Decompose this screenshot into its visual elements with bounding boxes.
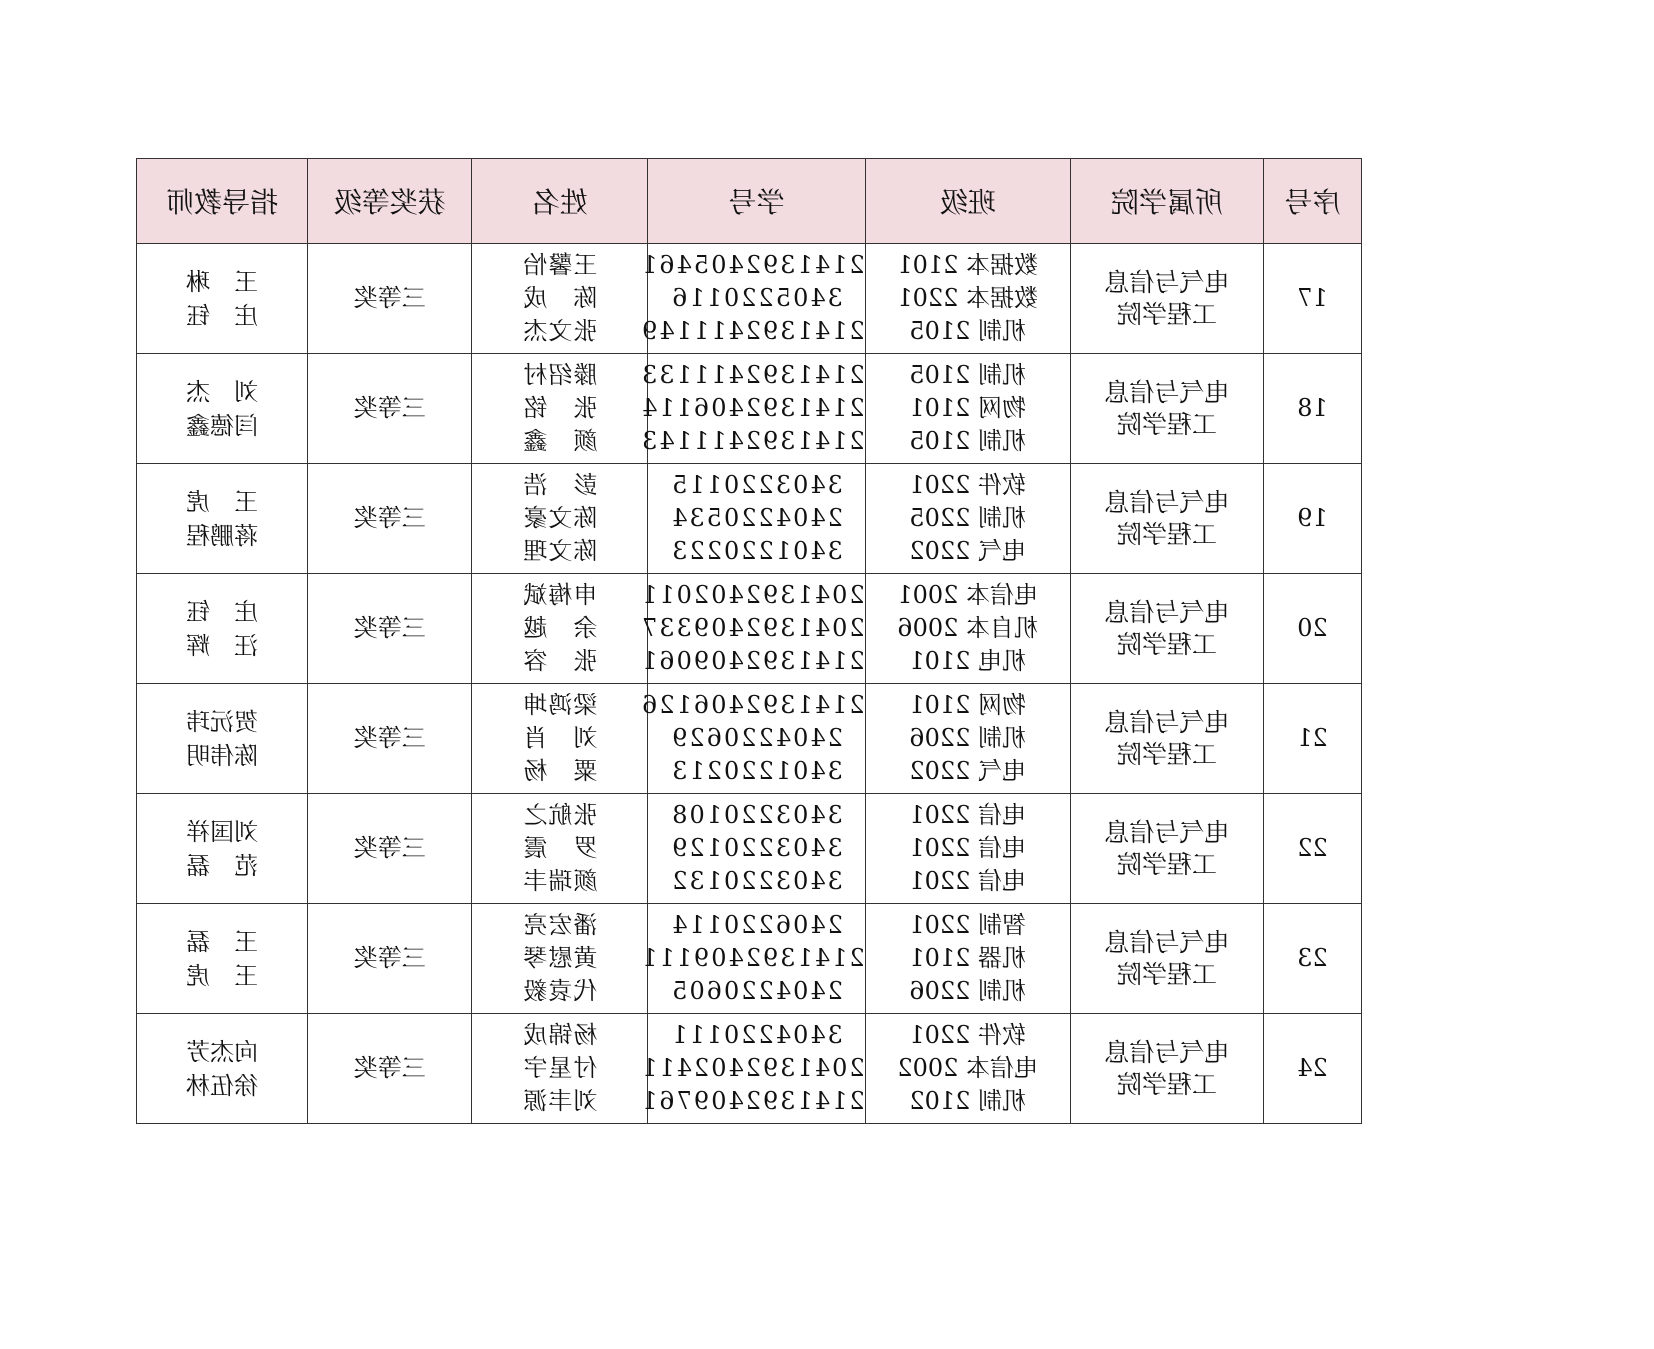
class-cell (865, 244, 1070, 354)
seq-cell: 20 (1263, 574, 1361, 684)
table-row (137, 574, 1362, 684)
school-line: 工程学院 (1116, 849, 1217, 879)
student-id-entry: 3404220111 (670, 1021, 843, 1049)
student-id-entry: 3405220116 (670, 284, 843, 312)
student-name-entry: 陈文豪 (522, 504, 598, 532)
student-name-entry: 梁鸿坤 (522, 691, 598, 719)
class-entry: 机制 2205 (909, 504, 1027, 532)
class-entry: 智制 2201 (909, 911, 1027, 939)
student-id-entry: 3403220115 (670, 471, 843, 499)
student-id-entry: 2141392411133 (640, 361, 865, 389)
student-name-entry: 陈文理 (522, 537, 598, 565)
student-name-entry: 王馨怡 (522, 251, 598, 279)
student-id-cell (640, 574, 865, 684)
student-name-entry: 张文杰 (522, 317, 598, 345)
teacher-cell (137, 1014, 308, 1124)
teacher-entry: 王 琳 (186, 267, 259, 296)
student-id-entry: 2141392409061 (640, 647, 865, 675)
student-id-entry: 3401220213 (670, 757, 843, 785)
award-level-cell: 三等奖 (308, 574, 472, 684)
header-school: 所属学院 (1070, 159, 1263, 244)
teacher-cell (137, 684, 308, 794)
class-entry: 电信 2201 (909, 801, 1027, 829)
student-id-entry: 2404220534 (670, 504, 843, 532)
teacher-entry: 范 磊 (186, 851, 259, 880)
student-name-entry: 颜瑞丰 (522, 867, 598, 895)
student-id-entry: 3403220129 (670, 834, 843, 862)
student-id-entry: 2406220114 (670, 911, 843, 939)
class-entry: 电信本 2001 (897, 581, 1039, 609)
teacher-entry: 贺沅玮 (186, 707, 259, 736)
class-entry: 机制 2206 (909, 977, 1027, 1005)
student-name-entry: 余 越 (522, 614, 598, 642)
teacher-entry: 陈伟明 (186, 741, 259, 770)
student-name-entry: 申梅斌 (522, 581, 598, 609)
school-cell (1070, 794, 1263, 904)
student-name-entry: 张 容 (522, 647, 598, 675)
student-id-entry: 2141392405461 (640, 251, 865, 279)
school-line: 电气与信息 (1104, 707, 1230, 737)
class-entry: 电气 2202 (909, 757, 1027, 785)
teacher-entry: 蒋鹏程 (186, 521, 259, 550)
school-line: 工程学院 (1116, 739, 1217, 769)
school-cell (1070, 354, 1263, 464)
teacher-cell (137, 794, 308, 904)
school-line: 电气与信息 (1104, 267, 1230, 297)
class-cell (865, 464, 1070, 574)
student-id-cell (640, 684, 865, 794)
student-id-entry: 2141392406126 (640, 691, 865, 719)
class-cell (865, 904, 1070, 1014)
school-cell (1070, 904, 1263, 1014)
school-line: 电气与信息 (1104, 377, 1230, 407)
header-award-level: 获奖等级 (308, 159, 472, 244)
teacher-cell (137, 464, 308, 574)
school-line: 工程学院 (1116, 519, 1217, 549)
school-line: 电气与信息 (1104, 487, 1230, 517)
student-id-entry: 2141392409111 (640, 944, 865, 972)
name-cell (472, 1014, 648, 1124)
teacher-cell (137, 244, 308, 354)
class-entry: 物网 2101 (909, 394, 1027, 422)
award-level-cell: 三等奖 (308, 464, 472, 574)
seq-cell: 17 (1263, 244, 1361, 354)
class-entry: 机制 2102 (909, 1087, 1027, 1115)
teacher-entry: 刘 杰 (186, 377, 259, 406)
student-id-cell (640, 1014, 865, 1124)
student-name-entry: 代袁毅 (522, 977, 598, 1005)
class-entry: 数据本 2201 (897, 284, 1039, 312)
class-cell (865, 794, 1070, 904)
table-row (137, 464, 1362, 574)
seq-cell: 18 (1263, 354, 1361, 464)
teacher-entry: 闫德鑫 (186, 411, 259, 440)
student-name-entry: 彭 浩 (522, 471, 598, 499)
student-name-entry: 罗 震 (522, 834, 598, 862)
name-cell (472, 904, 648, 1014)
class-entry: 机制 2105 (909, 317, 1027, 345)
class-entry: 电信本 2002 (897, 1054, 1039, 1082)
student-id-entry: 3403220108 (670, 801, 843, 829)
teacher-entry: 庄 钰 (186, 597, 259, 626)
name-cell (472, 794, 648, 904)
school-cell (1070, 464, 1263, 574)
teacher-entry: 庄 钰 (186, 301, 259, 330)
student-name-entry: 粟 杨 (522, 757, 598, 785)
table-row (137, 904, 1362, 1014)
class-entry: 电信 2201 (909, 867, 1027, 895)
award-level-cell: 三等奖 (308, 904, 472, 1014)
header-seq: 序号 (1263, 159, 1361, 244)
class-entry: 机器 2101 (909, 944, 1027, 972)
school-line: 电气与信息 (1104, 927, 1230, 957)
header-name: 姓名 (472, 159, 648, 244)
student-id-entry: 2141392406114 (640, 394, 865, 422)
student-id-cell (640, 354, 865, 464)
student-id-cell (640, 244, 865, 354)
class-cell (865, 1014, 1070, 1124)
student-name-entry: 张航之 (522, 801, 598, 829)
seq-cell: 22 (1263, 794, 1361, 904)
school-line: 工程学院 (1116, 299, 1217, 329)
student-name-entry: 潘宏亮 (522, 911, 598, 939)
school-line: 工程学院 (1116, 629, 1217, 659)
school-line: 工程学院 (1116, 409, 1217, 439)
teacher-entry: 向杰芳 (186, 1037, 259, 1066)
student-name-entry: 滕绍村 (522, 361, 598, 389)
student-name-entry: 刘丰源 (522, 1087, 598, 1115)
teacher-entry: 刘国祥 (186, 817, 259, 846)
seq-cell: 19 (1263, 464, 1361, 574)
name-cell (472, 244, 648, 354)
seq-cell: 21 (1263, 684, 1361, 794)
school-cell (1070, 684, 1263, 794)
teacher-entry: 汪 辉 (186, 631, 259, 660)
school-line: 电气与信息 (1104, 597, 1230, 627)
name-cell (472, 464, 648, 574)
award-table (136, 158, 1362, 1124)
student-id-entry: 3401220223 (670, 537, 843, 565)
seq-cell: 24 (1263, 1014, 1361, 1124)
table-body (137, 244, 1362, 1124)
header-row (137, 159, 1362, 244)
student-id-cell (648, 464, 865, 574)
header-teacher: 指导教师 (137, 159, 308, 244)
student-name-entry: 杨锦成 (522, 1021, 598, 1049)
class-entry: 机制 2105 (909, 361, 1027, 389)
award-level-cell: 三等奖 (308, 354, 472, 464)
school-line: 工程学院 (1116, 959, 1217, 989)
student-name-entry: 刘 肖 (522, 724, 598, 752)
header-student-id: 学号 (648, 159, 865, 244)
student-id-entry: 2404220629 (670, 724, 843, 752)
award-level-cell: 三等奖 (308, 1014, 472, 1124)
class-entry: 机自本 2006 (897, 614, 1039, 642)
class-entry: 机电 2101 (909, 647, 1027, 675)
student-id-entry: 2404220605 (670, 977, 843, 1005)
class-cell (865, 684, 1070, 794)
school-line: 电气与信息 (1104, 1037, 1230, 1067)
student-name-entry: 颜 鑫 (522, 427, 598, 455)
school-cell (1070, 1014, 1263, 1124)
student-id-entry: 2141392411143 (640, 427, 865, 455)
teacher-cell (137, 904, 308, 1014)
school-line: 电气与信息 (1104, 817, 1230, 847)
student-name-entry: 陈 成 (522, 284, 598, 312)
student-id-entry: 2141392411149 (640, 317, 865, 345)
class-cell (865, 574, 1070, 684)
name-cell (472, 684, 648, 794)
class-cell (865, 354, 1070, 464)
class-entry: 电气 2202 (909, 537, 1027, 565)
student-name-entry: 张 铭 (522, 394, 598, 422)
student-name-entry: 黄慰琴 (522, 944, 598, 972)
class-entry: 物网 2101 (909, 691, 1027, 719)
table-row (137, 684, 1362, 794)
teacher-entry: 王 磊 (186, 927, 259, 956)
header-class: 班级 (865, 159, 1070, 244)
award-level-cell: 三等奖 (308, 684, 472, 794)
class-entry: 软件 2201 (909, 471, 1027, 499)
class-entry: 机制 2105 (909, 427, 1027, 455)
teacher-entry: 王 虎 (186, 961, 259, 990)
table-row (137, 244, 1362, 354)
student-id-entry: 3403220132 (670, 867, 843, 895)
teacher-cell (137, 574, 308, 684)
name-cell (472, 574, 648, 684)
name-cell (472, 354, 648, 464)
student-id-cell (648, 794, 865, 904)
class-entry: 软件 2201 (909, 1021, 1027, 1049)
class-entry: 机制 2206 (909, 724, 1027, 752)
student-id-entry: 2041392409337 (640, 614, 865, 642)
school-cell (1070, 574, 1263, 684)
student-id-entry: 2141392409761 (640, 1087, 865, 1115)
class-entry: 电信 2201 (909, 834, 1027, 862)
student-id-entry: 2041392402011 (640, 581, 865, 609)
seq-cell: 23 (1263, 904, 1361, 1014)
school-cell (1070, 244, 1263, 354)
student-id-cell (640, 904, 865, 1014)
award-level-cell: 三等奖 (308, 794, 472, 904)
student-id-entry: 2041392402411 (640, 1054, 865, 1082)
award-level-cell: 三等奖 (308, 244, 472, 354)
teacher-entry: 徐伍林 (186, 1071, 259, 1100)
teacher-entry: 王 虎 (186, 487, 259, 516)
school-line: 工程学院 (1116, 1069, 1217, 1099)
student-name-entry: 付星宇 (522, 1054, 598, 1082)
table-row (137, 354, 1362, 464)
teacher-cell (137, 354, 308, 464)
table-row (137, 1014, 1362, 1124)
class-entry: 数据本 2101 (897, 251, 1039, 279)
table-row (137, 794, 1362, 904)
